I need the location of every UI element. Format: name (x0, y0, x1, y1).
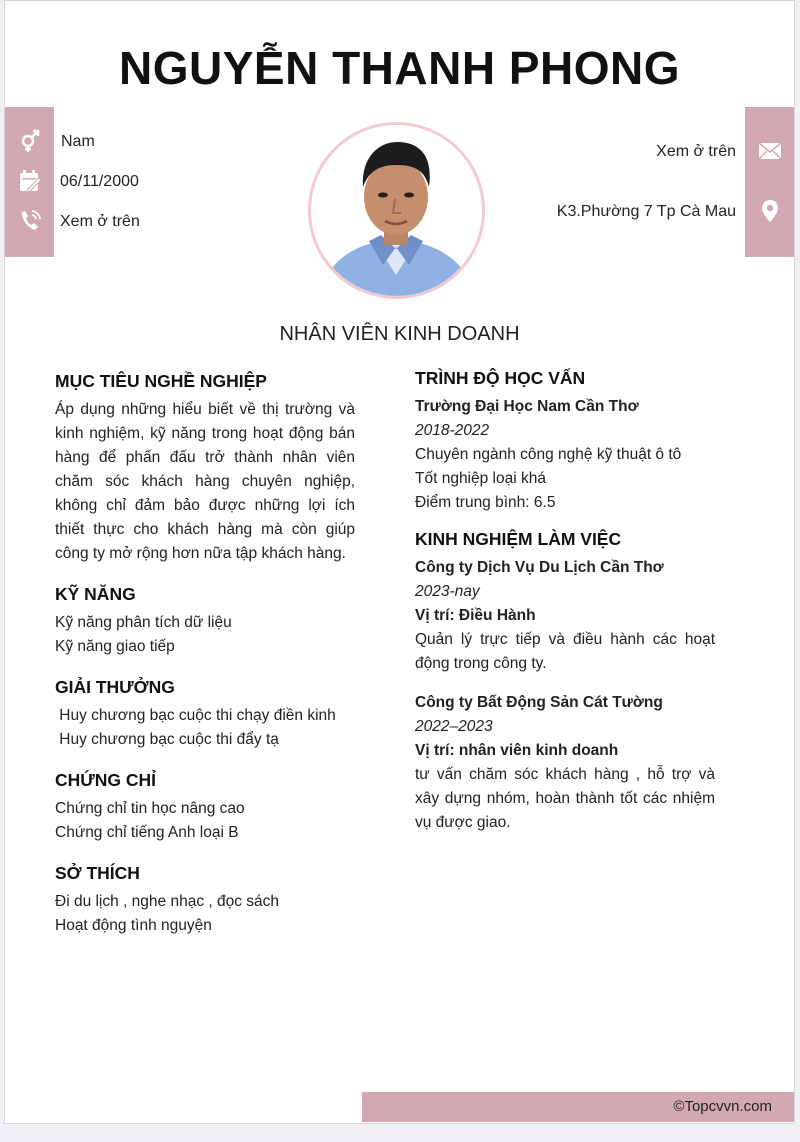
job-desc: Quản lý trực tiếp và điều hành các hoạt động trong công ty. (415, 631, 715, 672)
education-grade: Tốt nghiệp loại khá (415, 470, 546, 487)
list-item: Kỹ năng phân tích dữ liệu (55, 614, 232, 631)
gender-value: Nam (61, 133, 95, 150)
certificates-title: CHỨNG CHỈ (55, 770, 157, 790)
education-major: Chuyên ngành công nghệ kỹ thuật ô tô (415, 446, 682, 463)
experience-section (415, 529, 715, 835)
certificates-section (55, 770, 355, 845)
job-role: Vị trí: Điều Hành (415, 607, 536, 624)
list-item: Huy chương bạc cuộc thi chạy điền kinh (55, 707, 336, 724)
location-icon (758, 199, 782, 223)
phone-value: Xem ở trên (60, 213, 140, 230)
right-icon-bar (745, 107, 794, 257)
skills-title: KỸ NĂNG (55, 584, 136, 604)
education-gpa: Điểm trung bình: 6.5 (415, 494, 556, 511)
awards-section (55, 677, 355, 752)
job-entry (415, 691, 715, 835)
objective-title: MỤC TIÊU NGHỀ NGHIỆP (55, 371, 267, 391)
experience-title: KINH NGHIỆM LÀM VIỆC (415, 529, 622, 549)
list-item: Hoạt động tình nguyện (55, 917, 212, 934)
job-role: Vị trí: nhân viên kinh doanh (415, 742, 619, 759)
footer-brand: ©Topcvvn.com (673, 1098, 772, 1115)
list-item: Chứng chỉ tin học nâng cao (55, 800, 245, 817)
cv-page (4, 0, 795, 1124)
left-icon-bar (5, 107, 54, 257)
job-position: NHÂN VIÊN KINH DOANH (279, 323, 520, 345)
hobbies-section (55, 863, 355, 938)
company-name: Công ty Bất Động Sản Cát Tường (415, 694, 663, 711)
list-item: Huy chương bạc cuộc thi đẩy tạ (55, 731, 279, 748)
avatar (311, 125, 482, 296)
objective-section (55, 371, 355, 566)
school-name: Trường Đại Học Nam Cần Thơ (415, 398, 639, 415)
job-period: 2023-nay (415, 583, 480, 600)
calendar-icon (18, 169, 42, 193)
phone-icon (18, 209, 42, 233)
hobbies-title: SỞ THÍCH (55, 863, 140, 883)
awards-title: GIẢI THƯỞNG (55, 677, 175, 697)
job-period: 2022–2023 (415, 718, 493, 735)
mail-icon (758, 139, 782, 163)
education-section (415, 368, 715, 515)
skills-section (55, 584, 355, 659)
profile-photo (308, 122, 485, 299)
education-period: 2018-2022 (415, 422, 490, 439)
dob-value: 06/11/2000 (60, 173, 139, 190)
list-item: Kỹ năng giao tiếp (55, 638, 175, 655)
left-column (55, 371, 355, 938)
gender-icon (18, 129, 42, 153)
footer-bar (362, 1092, 794, 1122)
list-item: Đi du lịch , nghe nhạc , đọc sách (55, 893, 280, 910)
objective-text: Áp dụng những hiểu biết về thị trường và kinh nghiệm, kỹ năng trong hoạt động bán hàng để phấn đấu trở thành nhân viên chăm sóc khách hàng chuyên nghiệp, không chỉ đảm bảo được những lợi ích thiết thực cho khách hàng mà còn giúp công ty mở rộng hơn nữa tập khách hàng. (55, 401, 355, 562)
education-title: TRÌNH ĐỘ HỌC VẤN (415, 368, 586, 388)
email-value: Xem ở trên (656, 143, 736, 160)
job-desc: tư vấn chăm sóc khách hàng , hỗ trợ và xây dựng nhóm, hoàn thành tốt các nhiệm vụ được giao. (415, 766, 715, 831)
candidate-name: NGUYỄN THANH PHONG (118, 42, 681, 94)
address-value: K3.Phường 7 Tp Cà Mau (556, 203, 736, 220)
job-entry (415, 556, 715, 676)
right-column (415, 368, 715, 835)
company-name: Công ty Dịch Vụ Du Lịch Cần Thơ (415, 559, 664, 576)
list-item: Chứng chỉ tiếng Anh loại B (55, 824, 239, 841)
